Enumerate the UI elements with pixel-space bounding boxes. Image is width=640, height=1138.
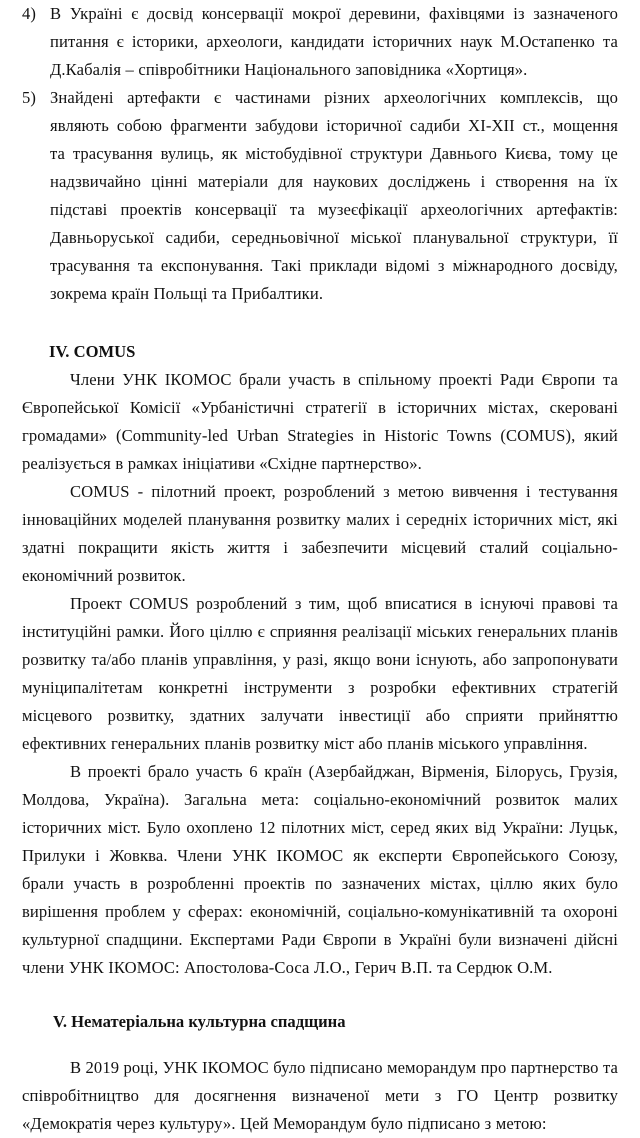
text-line: вирішення проблем у сферах: економічній, соціально-комунікативній та охороні	[22, 902, 618, 921]
text-line: надзвичайно цінні матеріали для наукових досліджень і створення на їх	[50, 172, 618, 191]
text-line: Знайдені артефакти є частинами різних археологічних комплексів, що	[50, 88, 618, 107]
text-line: Члени УНК ІКОМОС брали участь в спільному проекті Ради Європи та	[70, 370, 618, 389]
text-line: інституційні рамки. Його ціллю є сприяння реалізації міських генеральних планів	[22, 622, 618, 641]
paragraph	[22, 758, 618, 982]
text-line-last: Д.Кабалія – співробітники Національного заповідника «Хортиця».	[50, 60, 528, 79]
text-line-last: ефективних генеральних планів розвитку міст або планів міського управління.	[22, 734, 588, 753]
text-line: Давньоруської садиби, середньовічної міської планувальної структури, її	[50, 228, 618, 247]
paragraph	[22, 478, 618, 590]
text-line: Молдова, Україна). Загальна мета: соціально-економічний розвиток малих	[22, 790, 618, 809]
text-line: історичних міст. Було охоплено 12 пілотних міст, серед яких від України: Луцьк,	[22, 818, 618, 837]
text-line: COMUS - пілотний проект, розроблений з метою вивчення і тестування	[70, 482, 618, 501]
text-line: В проекті брало участь 6 країн (Азербайджан, Вірменія, Білорусь, Грузія,	[70, 762, 618, 781]
text-line: громадами» (Community-led Urban Strategies in Historic Towns (COMUS), який	[22, 426, 618, 445]
text-line-last: зокрема країн Польщі та Прибалтики.	[50, 284, 324, 303]
text-line: В 2019 році, УНК ІКОМОС було підписано меморандум про партнерство та	[70, 1058, 618, 1077]
numbered-list	[22, 0, 618, 308]
text-line-last: «Демократія через культуру». Цей Меморандум було підписано з метою:	[22, 1114, 547, 1133]
text-line-last: економічний розвиток.	[22, 566, 186, 585]
section-heading-v: V. Нематеріальна культурна спадщина	[53, 1012, 346, 1031]
text-line: В Україні є досвід консервації мокрої деревини, фахівцями із зазначеного	[50, 4, 618, 23]
list-marker: 5)	[22, 88, 37, 107]
list-item-body	[50, 84, 618, 308]
text-line: підставі проектів консервації та музеєфікації археологічних артефактів:	[50, 200, 618, 219]
text-line: співробітництво для досягнення визначеної мети з ГО Центр розвитку	[22, 1086, 618, 1105]
text-line: питання є історики, археологи, кандидати історичних наук М.Остапенко та	[50, 32, 618, 51]
list-marker: 4)	[22, 4, 37, 23]
paragraph	[22, 590, 618, 758]
spacer	[22, 1036, 618, 1054]
text-line: брали участь в розробленні проектів по зазначених містах, ціллю яких було	[22, 874, 618, 893]
text-line: культурної спадщини. Експертами Ради Європи в Україні були визначені дійсні	[22, 930, 618, 949]
text-line: місцевого розвитку, здатних залучати інвестиції або сприяти прийняттю	[22, 706, 618, 725]
text-line: трасування та експонування. Такі приклади відомі з міжнародного досвіду,	[50, 256, 618, 275]
spacer	[22, 982, 618, 1008]
list-item-body	[50, 0, 618, 84]
text-line: та трасування вулиць, як містобудівної структури Давнього Києва, тому це	[50, 144, 618, 163]
paragraph	[22, 366, 618, 478]
section-heading-iv: IV. COMUS	[49, 342, 136, 361]
text-line: Європейської Комісії «Урбаністичні стратегії в історичних містах, скеровані	[22, 398, 618, 417]
text-line: Проект COMUS розроблений з тим, щоб вписатися в існуючі правові та	[70, 594, 618, 613]
text-line: муніципалітетам конкретні інструменти з розробки ефективних стратегій	[22, 678, 618, 697]
list-item	[22, 0, 618, 84]
text-line: інноваційних моделей планування розвитку малих і середніх історичних міст, які	[22, 510, 618, 529]
paragraph	[22, 1054, 618, 1138]
text-line-last: члени УНК ІКОМОС: Апостолова-Соса Л.О., Герич В.П. та Сердюк О.М.	[22, 958, 553, 977]
list-item	[22, 84, 618, 308]
text-line: Прилуки і Жовква. Члени УНК ІКОМОС як експерти Європейського Союзу,	[22, 846, 618, 865]
text-line-last: реалізується в рамках ініціативи «Східне партнерство».	[22, 454, 422, 473]
spacer	[22, 308, 618, 338]
text-line: являють собою фрагменти забудови історичної садиби XI-XII ст., мощення	[50, 116, 618, 135]
text-line: здатні покращити якість життя і забезпечити місцевий сталий соціально-	[22, 538, 618, 557]
text-line: розвитку та/або планів управління, у разі, якщо вони існують, або запропонувати	[22, 650, 618, 669]
